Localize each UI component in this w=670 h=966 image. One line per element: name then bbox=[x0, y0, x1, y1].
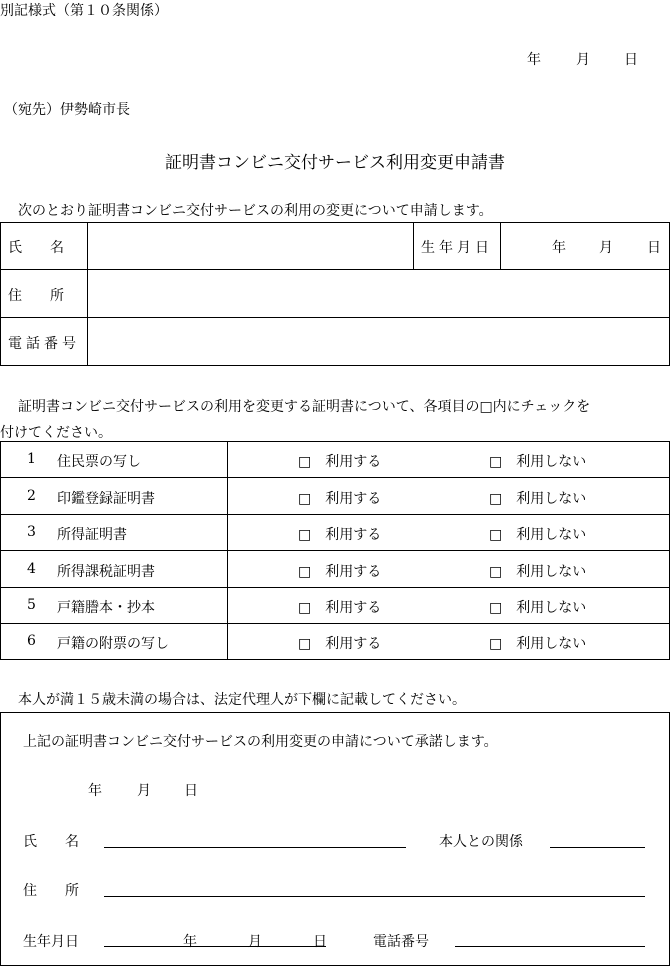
guardian-date-day: 日 bbox=[184, 783, 198, 799]
nouse-option[interactable] bbox=[489, 488, 586, 508]
cert-number: 4 bbox=[27, 561, 36, 577]
dob-label: 生年月日 bbox=[421, 240, 493, 256]
guardian-dob-day: 日 bbox=[313, 934, 327, 950]
cert-name: 戸籍謄本・抄本 bbox=[57, 600, 155, 616]
cert-name: 印鑑登録証明書 bbox=[57, 491, 155, 507]
divider bbox=[0, 477, 670, 478]
page-title: 証明書コンビニ交付サービス利用変更申請書 bbox=[165, 153, 505, 173]
dob-year: 年 bbox=[552, 240, 566, 256]
use-option[interactable] bbox=[298, 451, 381, 471]
use-option[interactable] bbox=[298, 524, 381, 544]
cert-number: 3 bbox=[27, 524, 36, 540]
guardian-dob-year: 年 bbox=[183, 934, 197, 950]
nouse-option[interactable] bbox=[489, 561, 586, 581]
use-label: 利用する bbox=[325, 491, 382, 507]
cert-name: 住民票の写し bbox=[57, 454, 141, 470]
addressee: （宛先）伊勢崎市長 bbox=[4, 102, 130, 118]
nouse-option[interactable] bbox=[489, 597, 586, 617]
checkbox-icon[interactable]: □ bbox=[298, 491, 312, 507]
guardian-name-label: 氏 名 bbox=[23, 834, 79, 850]
name-label: 氏 名 bbox=[8, 240, 64, 256]
use-option[interactable] bbox=[298, 633, 381, 653]
divider bbox=[0, 550, 670, 551]
intro-text: 次のとおり証明書コンビニ交付サービスの利用の変更について申請します。 bbox=[18, 203, 493, 219]
use-label: 利用する bbox=[325, 527, 382, 543]
address-field[interactable] bbox=[92, 272, 665, 315]
divider bbox=[0, 623, 670, 624]
checkbox-icon[interactable]: □ bbox=[489, 564, 503, 580]
dob-day: 日 bbox=[647, 240, 661, 256]
divider bbox=[0, 587, 670, 588]
checkbox-icon[interactable]: □ bbox=[298, 527, 312, 543]
checkbox-icon[interactable]: □ bbox=[298, 600, 312, 616]
use-label: 利用する bbox=[325, 564, 382, 580]
use-label: 利用する bbox=[325, 600, 382, 616]
relation-label: 本人との関係 bbox=[439, 834, 523, 850]
checkbox-icon[interactable]: □ bbox=[489, 600, 503, 616]
cert-name: 所得課税証明書 bbox=[57, 564, 155, 580]
cert-number: 2 bbox=[27, 488, 36, 504]
instruction-line-1: 証明書コンビニ交付サービスの利用を変更する証明書について、各項目の□内にチェックを bbox=[18, 399, 591, 415]
nouse-label: 利用しない bbox=[516, 564, 587, 580]
cert-number: 6 bbox=[27, 633, 36, 649]
checkbox-icon[interactable]: □ bbox=[298, 636, 312, 652]
cert-number: 1 bbox=[27, 451, 36, 467]
guardian-name-field[interactable] bbox=[104, 847, 406, 848]
consent-text: 上記の証明書コンビニ交付サービスの利用変更の申請について承諾します。 bbox=[23, 734, 498, 750]
guardian-address-field[interactable] bbox=[104, 896, 645, 897]
phone-field[interactable] bbox=[92, 320, 665, 363]
use-label: 利用する bbox=[325, 454, 382, 470]
checkbox-icon[interactable]: □ bbox=[298, 454, 312, 470]
phone-label: 電話番号 bbox=[8, 336, 80, 352]
nouse-option[interactable] bbox=[489, 524, 586, 544]
name-field[interactable] bbox=[92, 224, 410, 267]
nouse-option[interactable] bbox=[489, 451, 586, 471]
checkbox-icon[interactable]: □ bbox=[489, 636, 503, 652]
cert-number: 5 bbox=[27, 597, 36, 613]
divider bbox=[0, 317, 670, 318]
divider bbox=[0, 269, 670, 270]
divider bbox=[413, 222, 414, 269]
guardian-dob-label: 生年月日 bbox=[23, 934, 79, 950]
nouse-label: 利用しない bbox=[516, 600, 587, 616]
address-label: 住 所 bbox=[8, 288, 64, 304]
checkbox-icon[interactable]: □ bbox=[489, 491, 503, 507]
divider bbox=[87, 222, 88, 366]
guardian-phone-label: 電話番号 bbox=[373, 934, 429, 950]
use-option[interactable] bbox=[298, 597, 381, 617]
use-option[interactable] bbox=[298, 561, 381, 581]
dob-month: 月 bbox=[599, 240, 613, 256]
checkbox-icon[interactable]: □ bbox=[489, 527, 503, 543]
guardian-dob-month: 月 bbox=[248, 934, 262, 950]
form-number-label: 別記様式（第１０条関係） bbox=[0, 3, 168, 19]
guardian-date-month: 月 bbox=[137, 783, 151, 799]
nouse-label: 利用しない bbox=[516, 527, 587, 543]
cert-name: 所得証明書 bbox=[57, 527, 127, 543]
use-option[interactable] bbox=[298, 488, 381, 508]
checkbox-icon[interactable]: □ bbox=[298, 564, 312, 580]
instruction-line-2: 付けてください。 bbox=[0, 425, 112, 441]
cert-name: 戸籍の附票の写し bbox=[57, 636, 169, 652]
nouse-label: 利用しない bbox=[516, 636, 587, 652]
nouse-option[interactable] bbox=[489, 633, 586, 653]
guardian-dob-field[interactable] bbox=[104, 946, 326, 947]
minor-note: 本人が満１５歳未満の場合は、法定代理人が下欄に記載してください。 bbox=[18, 692, 466, 708]
nouse-label: 利用しない bbox=[516, 491, 587, 507]
divider bbox=[500, 222, 501, 269]
header-date-year: 年 bbox=[527, 52, 541, 68]
guardian-address-label: 住 所 bbox=[23, 883, 79, 899]
guardian-phone-field[interactable] bbox=[455, 946, 645, 947]
header-date-day: 日 bbox=[624, 52, 638, 68]
header-date-month: 月 bbox=[576, 52, 590, 68]
divider bbox=[0, 514, 670, 515]
guardian-date-year: 年 bbox=[88, 783, 102, 799]
nouse-label: 利用しない bbox=[516, 454, 587, 470]
use-label: 利用する bbox=[325, 636, 382, 652]
relation-field[interactable] bbox=[550, 847, 645, 848]
checkbox-icon[interactable]: □ bbox=[489, 454, 503, 470]
dob-field[interactable] bbox=[505, 224, 665, 267]
